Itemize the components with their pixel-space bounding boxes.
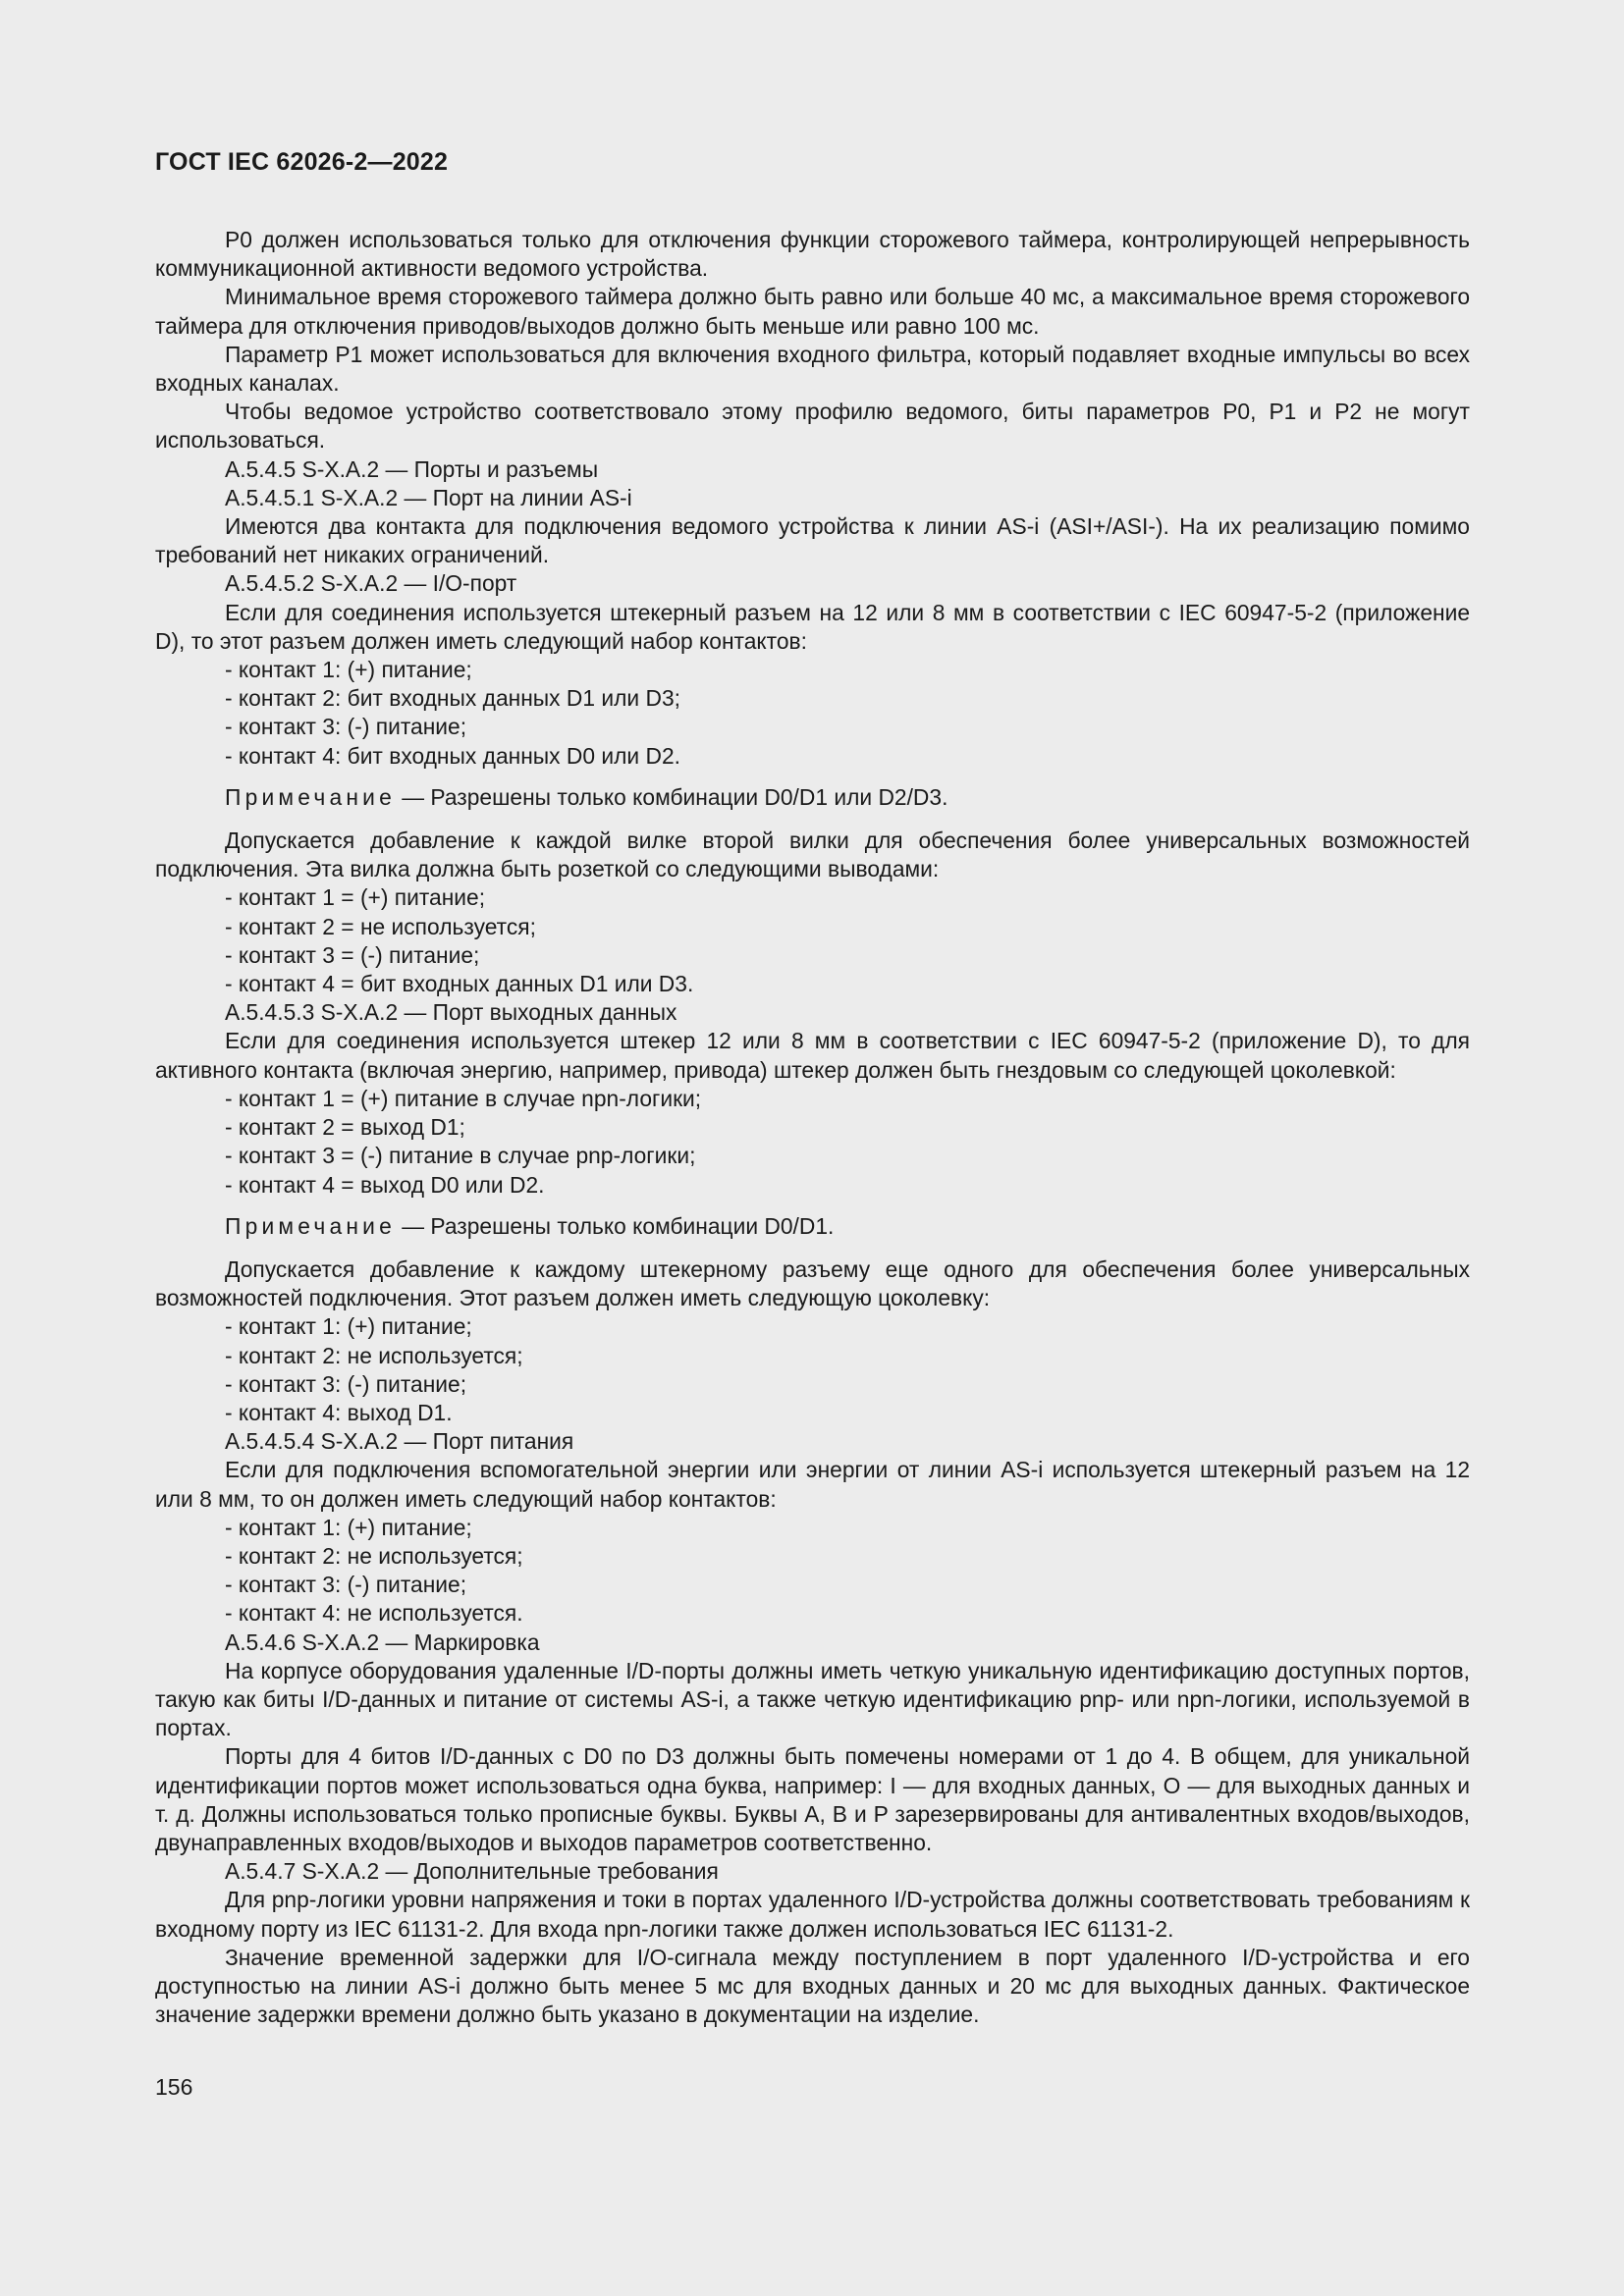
section-heading: A.5.4.5.2 S-X.A.2 — I/O-порт — [225, 570, 517, 597]
list-item: - контакт 4: бит входных данных D0 или D2. — [225, 742, 680, 769]
list-item: - контакт 1 = (+) питание; — [225, 884, 486, 911]
body-paragraph: Значение временной задержки для I/O-сигнала между поступлением в порт удаленного I/D-устройства и его доступностью на линии AS-i должно быть менее 5 мс для входных данных и 20 мс для выходных данных. Фактическое значение задержки времени должно быть указано в документации на изделие. — [155, 1944, 1470, 2028]
body-paragraph: На корпусе оборудования удаленные I/D-порты должны иметь четкую уникальную идентификацию доступных портов, такую как биты I/D-данных и питание от системы AS-i, а также четкую идентификацию pnp- или npn-логики, используемой в портах. — [155, 1657, 1470, 1741]
body-paragraph: Порты для 4 битов I/D-данных с D0 по D3 должны быть помечены номерами от 1 до 4. В общем, для уникальной идентификации портов может использоваться одна буква, например: I — для входных данных, O — для выходных данных и т. д. Должны использоваться только прописные буквы. Буквы A, B и P зарезервированы для антивалентных входов/выходов, двунаправленных входов/выходов и выходов параметров соответственно. — [155, 1743, 1470, 1855]
page-number: 156 — [155, 2074, 193, 2100]
body-paragraph: Если для подключения вспомогательной энергии или энергии от линии AS-i используется штекерный разъем на 12 или 8 мм, то он должен иметь следующий набор контактов: — [155, 1457, 1470, 1512]
list-item: - контакт 1: (+) питание; — [225, 1313, 472, 1340]
section-heading: A.5.4.6 S-X.A.2 — Маркировка — [225, 1629, 540, 1655]
note-dash: — — [395, 1212, 431, 1239]
list-item: - контакт 4: не используется. — [225, 1600, 523, 1627]
list-item: - контакт 3: (-) питание; — [225, 1572, 467, 1598]
section-heading: A.5.4.5.3 S-X.A.2 — Порт выходных данных — [225, 999, 677, 1026]
note-text: Разрешены только комбинации D0/D1. — [430, 1212, 835, 1239]
list-item: - контакт 2: бит входных данных D1 или D3; — [225, 685, 680, 712]
note-label: Примечание — [225, 783, 396, 810]
list-item: - контакт 3: (-) питание; — [225, 714, 467, 740]
list-item: - контакт 3 = (-) питание в случае pnp-логики; — [225, 1143, 696, 1169]
note-label: Примечание — [225, 1212, 396, 1239]
note-paragraph — [155, 783, 1470, 812]
body-paragraph: Минимальное время сторожевого таймера должно быть равно или больше 40 мс, а максимальное время сторожевого таймера для отключения приводов/выходов должно быть меньше или равно 100 мс. — [155, 284, 1470, 339]
body-paragraph: Если для соединения используется штекер 12 или 8 мм в соответствии с IEC 60947-5-2 (приложение D), то для активного контакта (включая энергию, например, привода) штекер должен быть гнездовым со следующей цоколевкой: — [155, 1028, 1470, 1083]
list-item: - контакт 2 = выход D1; — [225, 1114, 465, 1141]
body-paragraph: P0 должен использоваться только для отключения функции сторожевого таймера, контролирующей непрерывность коммуникационной активности ведомого устройства. — [155, 227, 1470, 282]
note-text: Разрешены только комбинации D0/D1 или D2/D3. — [430, 783, 948, 810]
section-heading: A.5.4.7 S-X.A.2 — Дополнительные требования — [225, 1858, 719, 1885]
document-body — [155, 226, 1470, 2029]
body-paragraph: Имеются два контакта для подключения ведомого устройства к линии AS-i (ASI+/ASI-). На их реализацию помимо требований нет никаких ограничений. — [155, 513, 1470, 568]
list-item: - контакт 4 = выход D0 или D2. — [225, 1171, 545, 1198]
list-item: - контакт 3: (-) питание; — [225, 1370, 467, 1397]
section-heading: A.5.4.5 S-X.A.2 — Порты и разъемы — [225, 455, 599, 482]
body-paragraph: Чтобы ведомое устройство соответствовало этому профилю ведомого, биты параметров P0, P1 и P2 не могут использоваться. — [155, 399, 1470, 454]
body-paragraph: Параметр P1 может использоваться для включения входного фильтра, который подавляет входные импульсы во всех входных каналах. — [155, 341, 1470, 397]
body-paragraph: Допускается добавление к каждому штекерному разъему еще одного для обеспечения более универсальных возможностей подключения. Этот разъем должен иметь следующую цоколевку: — [155, 1255, 1470, 1311]
list-item: - контакт 2 = не используется; — [225, 913, 536, 939]
note-paragraph — [155, 1212, 1470, 1241]
section-heading: A.5.4.5.4 S-X.A.2 — Порт питания — [225, 1428, 574, 1455]
document-header: ГОСТ IEC 62026-2—2022 — [155, 148, 449, 176]
section-heading: A.5.4.5.1 S-X.A.2 — Порт на линии AS-i — [225, 484, 632, 510]
body-paragraph: Допускается добавление к каждой вилке второй вилки для обеспечения более универсальных возможностей подключения. Эта вилка должна быть розеткой со следующими выводами: — [155, 828, 1470, 882]
list-item: - контакт 2: не используется; — [225, 1542, 523, 1569]
body-paragraph: Если для соединения используется штекерный разъем на 12 или 8 мм в соответствии с IEC 60947-5-2 (приложение D), то этот разъем должен иметь следующий набор контактов: — [155, 599, 1470, 654]
list-item: - контакт 4 = бит входных данных D1 или D3. — [225, 971, 694, 997]
note-dash: — — [395, 783, 431, 810]
list-item: - контакт 2: не используется; — [225, 1342, 523, 1368]
list-item: - контакт 4: выход D1. — [225, 1399, 453, 1425]
body-paragraph: Для pnp-логики уровни напряжения и токи в портах удаленного I/D-устройства должны соответствовать требованиям к входному порту из IEC 61131-2. Для входа npn-логики также должен использоваться IEC 61131-2. — [155, 1887, 1470, 1942]
list-item: - контакт 1: (+) питание; — [225, 657, 472, 683]
list-item: - контакт 3 = (-) питание; — [225, 941, 480, 968]
list-item: - контакт 1: (+) питание; — [225, 1514, 472, 1540]
list-item: - контакт 1 = (+) питание в случае npn-логики; — [225, 1085, 702, 1111]
